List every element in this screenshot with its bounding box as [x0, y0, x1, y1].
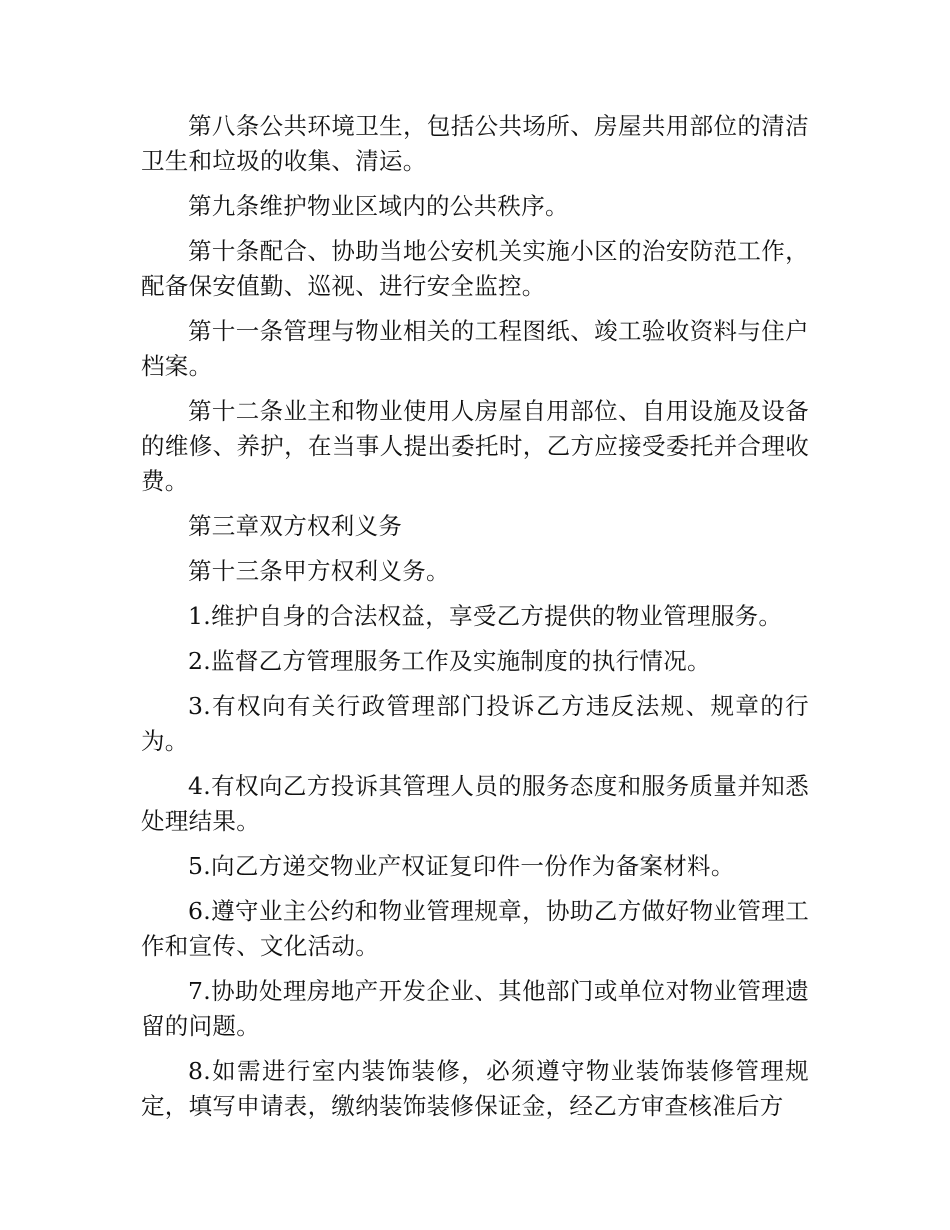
document-body [141, 109, 809, 1134]
chapter-3-heading: 第三章双方权利义务 [188, 512, 403, 540]
list-item-2: 2.监督乙方管理服务工作及实施制度的执行情况。 [188, 647, 711, 675]
article-8-paragraph: 第八条公共环境卫生，包括公共场所、房屋共用部位的清洁卫生和垃圾的收集、清运。 [141, 112, 809, 175]
article-9-paragraph: 第九条维护物业区域内的公共秩序。 [188, 192, 569, 220]
list-item-6: 6.遵守业主公约和物业管理规章，协助乙方做好物业管理工作和宣传、文化活动。 [141, 897, 809, 960]
article-12-paragraph: 第十二条业主和物业使用人房屋自用部位、自用设施及设备的维修、养护，在当事人提出委托时，乙方应接受委托并合理收费。 [141, 397, 809, 495]
list-item-4: 4.有权向乙方投诉其管理人员的服务态度和服务质量并知悉处理结果。 [141, 772, 809, 835]
list-item-8: 8.如需进行室内装饰装修，必须遵守物业装饰装修管理规定，填写申请表，缴纳装饰装修保证金，经乙方审查核准后方 [141, 1057, 809, 1120]
list-item-3: 3.有权向有关行政管理部门投诉乙方违反法规、规章的行为。 [141, 692, 809, 755]
list-item-7: 7.协助处理房地产开发企业、其他部门或单位对物业管理遗留的问题。 [141, 977, 809, 1040]
article-13-paragraph: 第十三条甲方权利义务。 [188, 557, 450, 585]
article-11-paragraph: 第十一条管理与物业相关的工程图纸、竣工验收资料与住户档案。 [141, 317, 809, 380]
list-item-1: 1.维护自身的合法权益，享受乙方提供的物业管理服务。 [188, 602, 783, 630]
article-10-paragraph: 第十条配合、协助当地公安机关实施小区的治安防范工作，配备保安值勤、巡视、进行安全监控。 [141, 237, 809, 300]
list-item-5: 5.向乙方递交物业产权证复印件一份作为备案材料。 [188, 852, 735, 880]
